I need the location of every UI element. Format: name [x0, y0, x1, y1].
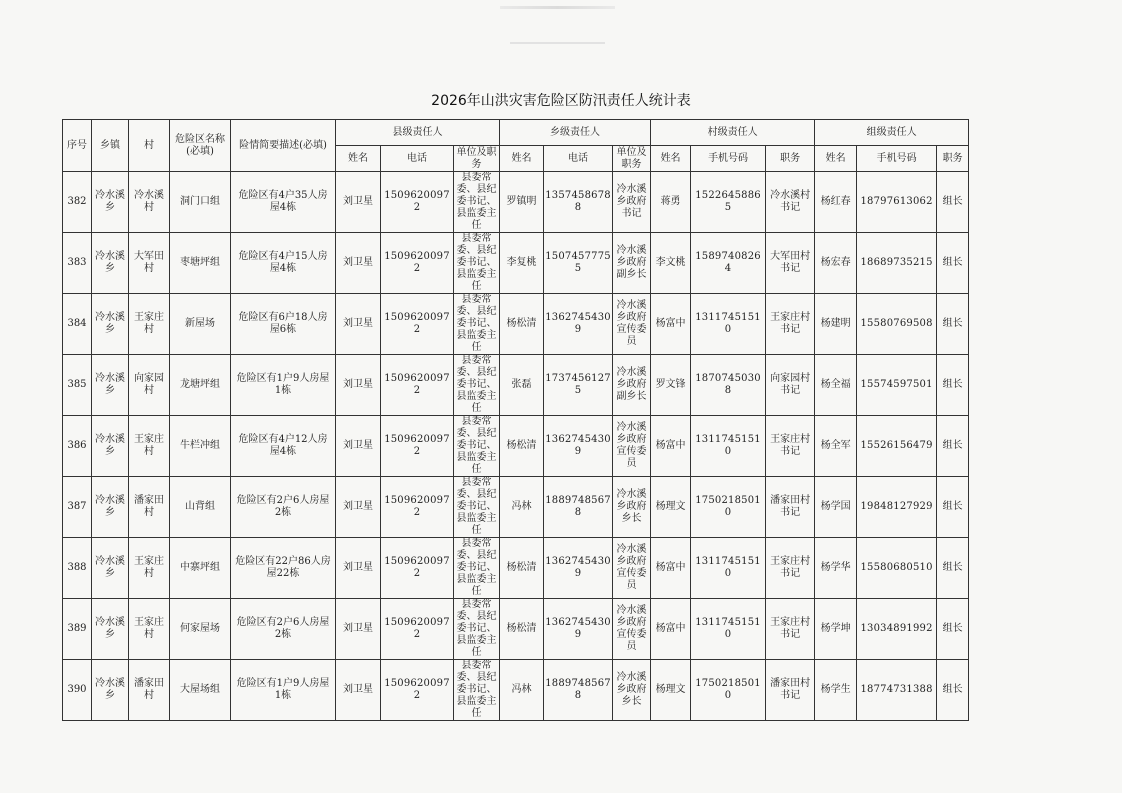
- township-name-cell: 杨松清: [500, 294, 544, 355]
- team-mobile-cell: 18774731388: [857, 660, 937, 721]
- seq-cell: 387: [63, 477, 92, 538]
- county-phone-cell: 15096200972: [381, 172, 454, 233]
- header-zone-name: 危险区名称(必填): [170, 120, 231, 172]
- village-cell: 王家庄村: [129, 294, 170, 355]
- village-mobile-cell: 13117451510: [691, 416, 766, 477]
- county-phone-cell: 15096200972: [381, 294, 454, 355]
- village-title-cell: 王家庄村书记: [766, 416, 815, 477]
- township-name-cell: 冯林: [500, 660, 544, 721]
- header-row-1: [63, 120, 969, 146]
- header-county-group: 县级责任人: [336, 120, 500, 146]
- team-title-cell: 组长: [937, 172, 969, 233]
- county-phone-cell: 15096200972: [381, 355, 454, 416]
- responsibility-table: [62, 119, 969, 721]
- township-name-cell: 杨松清: [500, 599, 544, 660]
- township-name-cell: 罗镇明: [500, 172, 544, 233]
- team-name-cell: 杨宏春: [815, 233, 857, 294]
- header-county-name: 姓名: [336, 146, 381, 172]
- county-name-cell: 刘卫星: [336, 477, 381, 538]
- zone-name-cell: 枣塘坪组: [170, 233, 231, 294]
- team-title-cell: 组长: [937, 477, 969, 538]
- header-township-name: 姓名: [500, 146, 544, 172]
- county-unit-cell: 县委常委、县纪委书记、县监委主任: [454, 538, 500, 599]
- township-unit-cell: 冷水溪乡政府副乡长: [613, 355, 651, 416]
- town-cell: 冷水溪乡: [92, 599, 129, 660]
- desc-cell: 危险区有1户9人房屋1栋: [231, 660, 336, 721]
- seq-cell: 383: [63, 233, 92, 294]
- town-cell: 冷水溪乡: [92, 172, 129, 233]
- team-title-cell: 组长: [937, 599, 969, 660]
- township-name-cell: 杨松清: [500, 416, 544, 477]
- team-name-cell: 杨学坤: [815, 599, 857, 660]
- county-name-cell: 刘卫星: [336, 599, 381, 660]
- header-team-group: 组级责任人: [815, 120, 969, 146]
- zone-name-cell: 大屋场组: [170, 660, 231, 721]
- document-title: 2026年山洪灾害危险区防汛责任人统计表: [431, 93, 691, 109]
- table-body: [63, 172, 969, 721]
- town-cell: 冷水溪乡: [92, 477, 129, 538]
- header-village-name: 姓名: [651, 146, 691, 172]
- village-cell: 王家庄村: [129, 416, 170, 477]
- seq-cell: 389: [63, 599, 92, 660]
- zone-name-cell: 中寨坪组: [170, 538, 231, 599]
- county-name-cell: 刘卫星: [336, 660, 381, 721]
- table-row: [63, 416, 969, 477]
- seq-cell: 384: [63, 294, 92, 355]
- village-name-cell: 蒋勇: [651, 172, 691, 233]
- village-title-cell: 大军田村书记: [766, 233, 815, 294]
- zone-name-cell: 山背组: [170, 477, 231, 538]
- seq-cell: 388: [63, 538, 92, 599]
- township-phone-cell: 13627454309: [544, 599, 613, 660]
- table-row: [63, 477, 969, 538]
- township-phone-cell: 15074577755: [544, 233, 613, 294]
- team-mobile-cell: 18797613062: [857, 172, 937, 233]
- scan-artifact: [500, 6, 615, 9]
- desc-cell: 危险区有4户15人房屋4栋: [231, 233, 336, 294]
- township-name-cell: 李复桃: [500, 233, 544, 294]
- header-seq: 序号: [63, 120, 92, 172]
- village-name-cell: 杨富中: [651, 416, 691, 477]
- township-name-cell: 杨松清: [500, 538, 544, 599]
- table-row: [63, 599, 969, 660]
- village-name-cell: 杨理文: [651, 660, 691, 721]
- township-unit-cell: 冷水溪乡政府书记: [613, 172, 651, 233]
- village-title-cell: 王家庄村书记: [766, 538, 815, 599]
- county-name-cell: 刘卫星: [336, 172, 381, 233]
- village-name-cell: 杨富中: [651, 599, 691, 660]
- town-cell: 冷水溪乡: [92, 233, 129, 294]
- team-title-cell: 组长: [937, 416, 969, 477]
- header-village-mobile: 手机号码: [691, 146, 766, 172]
- town-cell: 冷水溪乡: [92, 294, 129, 355]
- team-mobile-cell: 15526156479: [857, 416, 937, 477]
- township-phone-cell: 13627454309: [544, 294, 613, 355]
- village-mobile-cell: 15226458865: [691, 172, 766, 233]
- township-phone-cell: 18897485678: [544, 660, 613, 721]
- team-name-cell: 杨学国: [815, 477, 857, 538]
- township-unit-cell: 冷水溪乡政府副乡长: [613, 233, 651, 294]
- township-unit-cell: 冷水溪乡政府宣传委员: [613, 538, 651, 599]
- team-name-cell: 杨全福: [815, 355, 857, 416]
- team-name-cell: 杨建明: [815, 294, 857, 355]
- village-mobile-cell: 13117451510: [691, 294, 766, 355]
- county-name-cell: 刘卫星: [336, 538, 381, 599]
- header-team-title: 职务: [937, 146, 969, 172]
- town-cell: 冷水溪乡: [92, 538, 129, 599]
- county-name-cell: 刘卫星: [336, 355, 381, 416]
- town-cell: 冷水溪乡: [92, 660, 129, 721]
- header-township-unit: 单位及职务: [613, 146, 651, 172]
- county-unit-cell: 县委常委、县纪委书记、县监委主任: [454, 355, 500, 416]
- zone-name-cell: 牛栏冲组: [170, 416, 231, 477]
- header-team-mobile: 手机号码: [857, 146, 937, 172]
- seq-cell: 385: [63, 355, 92, 416]
- team-name-cell: 杨全军: [815, 416, 857, 477]
- township-unit-cell: 冷水溪乡政府宣传委员: [613, 416, 651, 477]
- township-phone-cell: 13574586788: [544, 172, 613, 233]
- village-cell: 王家庄村: [129, 538, 170, 599]
- table-row: [63, 233, 969, 294]
- zone-name-cell: 何家屋场: [170, 599, 231, 660]
- village-cell: 冷水溪村: [129, 172, 170, 233]
- township-phone-cell: 17374561275: [544, 355, 613, 416]
- header-county-unit: 单位及职务: [454, 146, 500, 172]
- desc-cell: 危险区有1户9人房屋1栋: [231, 355, 336, 416]
- township-unit-cell: 冷水溪乡政府乡长: [613, 660, 651, 721]
- team-mobile-cell: 15580680510: [857, 538, 937, 599]
- table-row: [63, 538, 969, 599]
- county-phone-cell: 15096200972: [381, 599, 454, 660]
- village-cell: 大军田村: [129, 233, 170, 294]
- header-county-phone: 电话: [381, 146, 454, 172]
- county-name-cell: 刘卫星: [336, 416, 381, 477]
- village-mobile-cell: 17502185010: [691, 477, 766, 538]
- village-title-cell: 向家园村书记: [766, 355, 815, 416]
- team-mobile-cell: 13034891992: [857, 599, 937, 660]
- team-name-cell: 杨学华: [815, 538, 857, 599]
- county-unit-cell: 县委常委、县纪委书记、县监委主任: [454, 294, 500, 355]
- team-mobile-cell: 19848127929: [857, 477, 937, 538]
- header-township-group: 乡级责任人: [500, 120, 651, 146]
- township-name-cell: 冯林: [500, 477, 544, 538]
- seq-cell: 386: [63, 416, 92, 477]
- village-name-cell: 杨富中: [651, 538, 691, 599]
- desc-cell: 危险区有6户18人房屋6栋: [231, 294, 336, 355]
- header-team-name: 姓名: [815, 146, 857, 172]
- village-title-cell: 潘家田村书记: [766, 660, 815, 721]
- header-desc: 险情简要描述(必填): [231, 120, 336, 172]
- village-mobile-cell: 15897408264: [691, 233, 766, 294]
- village-name-cell: 李文桃: [651, 233, 691, 294]
- village-mobile-cell: 13117451510: [691, 599, 766, 660]
- township-unit-cell: 冷水溪乡政府宣传委员: [613, 599, 651, 660]
- team-title-cell: 组长: [937, 233, 969, 294]
- township-phone-cell: 18897485678: [544, 477, 613, 538]
- village-name-cell: 杨富中: [651, 294, 691, 355]
- team-title-cell: 组长: [937, 355, 969, 416]
- header-village: 村: [129, 120, 170, 172]
- team-name-cell: 杨学生: [815, 660, 857, 721]
- team-mobile-cell: 15580769508: [857, 294, 937, 355]
- table-row: [63, 294, 969, 355]
- county-unit-cell: 县委常委、县纪委书记、县监委主任: [454, 660, 500, 721]
- village-title-cell: 王家庄村书记: [766, 294, 815, 355]
- village-mobile-cell: 18707450308: [691, 355, 766, 416]
- header-village-title: 职务: [766, 146, 815, 172]
- village-title-cell: 潘家田村书记: [766, 477, 815, 538]
- township-phone-cell: 13627454309: [544, 416, 613, 477]
- table-row: [63, 172, 969, 233]
- table-row: [63, 355, 969, 416]
- county-unit-cell: 县委常委、县纪委书记、县监委主任: [454, 233, 500, 294]
- desc-cell: 危险区有2户6人房屋2栋: [231, 599, 336, 660]
- zone-name-cell: 龙塘坪组: [170, 355, 231, 416]
- desc-cell: 危险区有4户35人房屋4栋: [231, 172, 336, 233]
- zone-name-cell: 新屋场: [170, 294, 231, 355]
- desc-cell: 危险区有22户86人房屋22栋: [231, 538, 336, 599]
- header-village-group: 村级责任人: [651, 120, 815, 146]
- village-cell: 向家园村: [129, 355, 170, 416]
- village-title-cell: 王家庄村书记: [766, 599, 815, 660]
- header-town: 乡镇: [92, 120, 129, 172]
- county-name-cell: 刘卫星: [336, 233, 381, 294]
- county-phone-cell: 15096200972: [381, 233, 454, 294]
- team-title-cell: 组长: [937, 538, 969, 599]
- team-title-cell: 组长: [937, 294, 969, 355]
- team-mobile-cell: 15574597501: [857, 355, 937, 416]
- county-phone-cell: 15096200972: [381, 477, 454, 538]
- village-name-cell: 杨理文: [651, 477, 691, 538]
- desc-cell: 危险区有4户12人房屋4栋: [231, 416, 336, 477]
- village-mobile-cell: 13117451510: [691, 538, 766, 599]
- county-unit-cell: 县委常委、县纪委书记、县监委主任: [454, 172, 500, 233]
- county-name-cell: 刘卫星: [336, 294, 381, 355]
- seq-cell: 382: [63, 172, 92, 233]
- village-name-cell: 罗文锋: [651, 355, 691, 416]
- county-unit-cell: 县委常委、县纪委书记、县监委主任: [454, 477, 500, 538]
- county-phone-cell: 15096200972: [381, 660, 454, 721]
- village-cell: 潘家田村: [129, 660, 170, 721]
- county-phone-cell: 15096200972: [381, 416, 454, 477]
- scan-artifact-2: [510, 42, 605, 44]
- township-phone-cell: 13627454309: [544, 538, 613, 599]
- town-cell: 冷水溪乡: [92, 355, 129, 416]
- team-mobile-cell: 18689735215: [857, 233, 937, 294]
- township-name-cell: 张磊: [500, 355, 544, 416]
- team-title-cell: 组长: [937, 660, 969, 721]
- township-unit-cell: 冷水溪乡政府宣传委员: [613, 294, 651, 355]
- seq-cell: 390: [63, 660, 92, 721]
- village-mobile-cell: 17502185010: [691, 660, 766, 721]
- desc-cell: 危险区有2户6人房屋2栋: [231, 477, 336, 538]
- village-cell: 潘家田村: [129, 477, 170, 538]
- county-unit-cell: 县委常委、县纪委书记、县监委主任: [454, 599, 500, 660]
- zone-name-cell: 洞门口组: [170, 172, 231, 233]
- village-cell: 王家庄村: [129, 599, 170, 660]
- township-unit-cell: 冷水溪乡政府乡长: [613, 477, 651, 538]
- table-row: [63, 660, 969, 721]
- header-township-phone: 电话: [544, 146, 613, 172]
- county-unit-cell: 县委常委、县纪委书记、县监委主任: [454, 416, 500, 477]
- village-title-cell: 冷水溪村书记: [766, 172, 815, 233]
- county-phone-cell: 15096200972: [381, 538, 454, 599]
- town-cell: 冷水溪乡: [92, 416, 129, 477]
- team-name-cell: 杨红春: [815, 172, 857, 233]
